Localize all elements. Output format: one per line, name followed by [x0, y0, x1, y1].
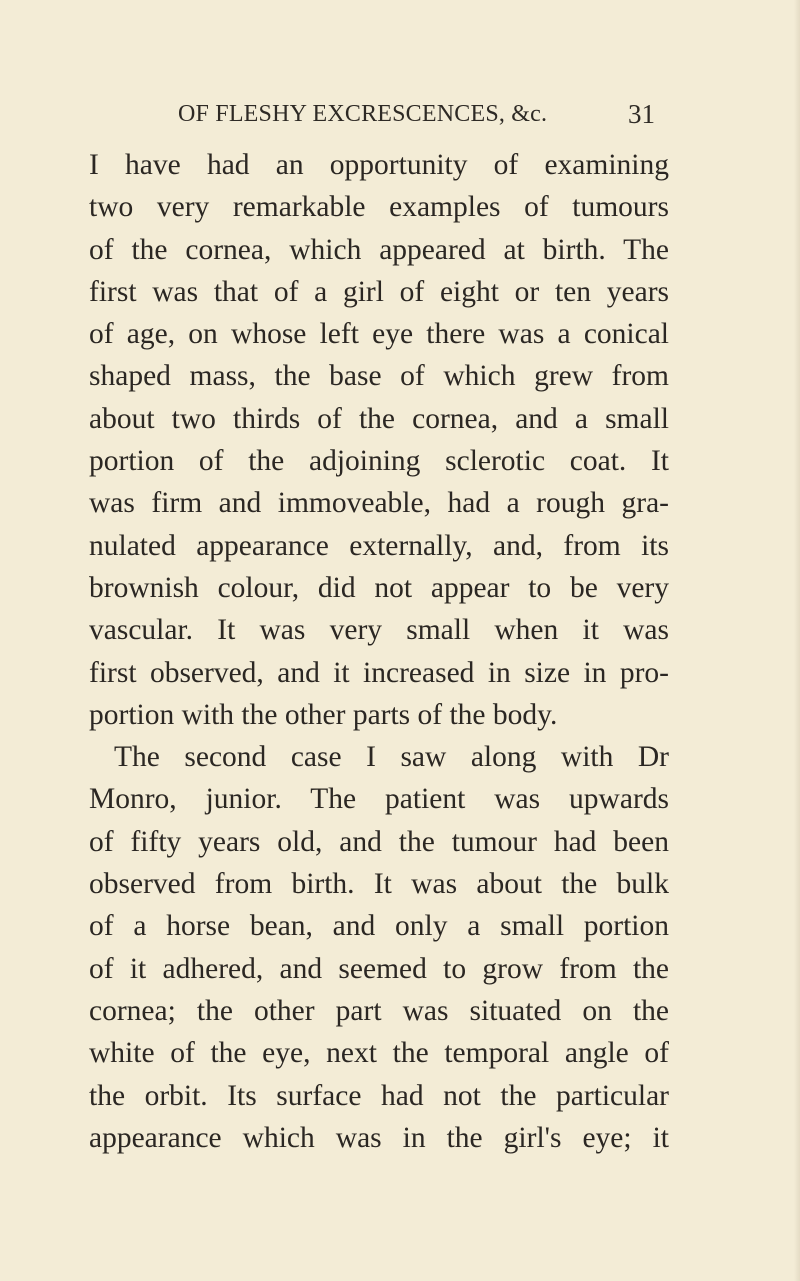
text-line: shaped mass, the base of which grew from: [89, 360, 669, 393]
running-title: OF FLESHY EXCRESCENCES, &c.: [178, 101, 548, 127]
text-line: white of the eye, next the temporal angle of: [89, 1037, 669, 1070]
text-line: two very remarkable examples of tumours: [89, 191, 669, 224]
text-line: I have had an opportunity of examining: [89, 149, 669, 181]
text-line: of fifty years old, and the tumour had been: [89, 825, 669, 858]
text-line: first was that of a girl of eight or ten years: [89, 275, 669, 308]
text-line: about two thirds of the cornea, and a small: [89, 402, 669, 435]
text-line: of it adhered, and seemed to grow from the: [89, 952, 669, 985]
text-line: of the cornea, which appeared at birth. The: [89, 233, 669, 266]
text-line: brownish colour, did not appear to be very: [89, 571, 669, 604]
running-head: [0, 99, 800, 129]
text-line: of age, on whose left eye there was a conical: [89, 318, 669, 351]
text-line: of a horse bean, and only a small portion: [89, 910, 669, 943]
text-line: appearance which was in the girl's eye; it: [89, 1121, 669, 1154]
text-line: The second case I saw along with Dr: [114, 741, 669, 774]
text-line: portion with the other parts of the body.: [89, 698, 558, 731]
page-edge-shadow: [794, 0, 800, 1281]
text-line: nulated appearance externally, and, from its: [89, 529, 669, 562]
page-number: 31: [628, 99, 655, 129]
body-text: [89, 144, 669, 1159]
text-line: observed from birth. It was about the bulk: [89, 868, 669, 901]
text-line: first observed, and it increased in size in pro-: [89, 656, 669, 689]
text-line: was firm and immoveable, had a rough gra-: [89, 487, 669, 520]
text-line: Monro, junior. The patient was upwards: [89, 783, 669, 816]
text-line: cornea; the other part was situated on the: [89, 994, 669, 1027]
text-line: vascular. It was very small when it was: [89, 614, 669, 647]
text-line: portion of the adjoining sclerotic coat. It: [89, 445, 669, 478]
text-line: the orbit. Its surface had not the particular: [89, 1079, 669, 1112]
